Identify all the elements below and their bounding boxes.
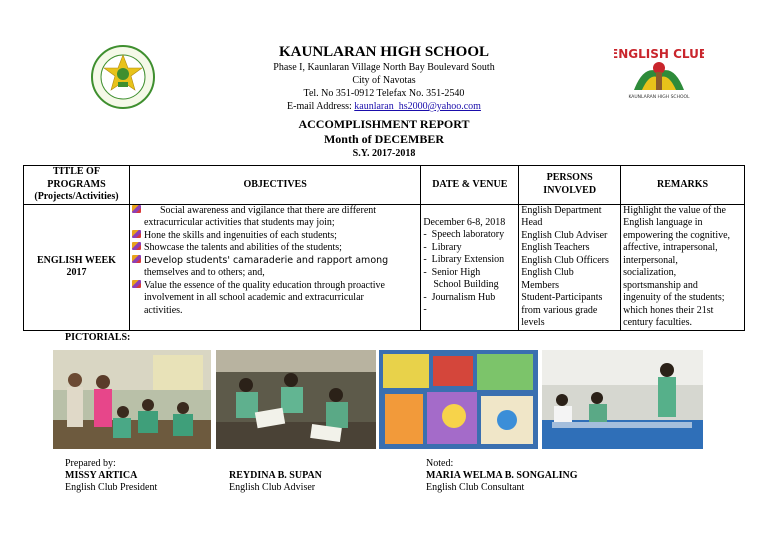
email-link[interactable]: kaunlaran_hs2000@yahoo.com — [354, 101, 481, 112]
report-title: ACCOMPLISHMENT REPORT — [298, 117, 470, 131]
col-header-remarks: REMARKS — [621, 166, 745, 205]
signatory-prepared-2 — [229, 470, 322, 494]
email-label: E-mail Address: — [287, 101, 355, 112]
signatory-name: REYDINA B. SUPAN — [229, 470, 322, 481]
school-year: S.Y. 2017-2018 — [352, 148, 416, 159]
address-line-1: Phase I, Kaunlaran Village North Bay Boulevard South — [273, 62, 495, 73]
photo-art-display — [379, 350, 538, 449]
accomplishment-table — [23, 165, 745, 331]
col-header-objectives: OBJECTIVES — [129, 166, 420, 205]
signatory-noted — [426, 458, 578, 494]
objective-item: Showcase the talents and abilities of the students; — [132, 242, 418, 255]
objective-item: Develop students' camaraderie and rapport among — [132, 255, 418, 268]
col-header-date-venue: DATE & VENUE — [421, 166, 519, 205]
col-header-persons: PERSONS INVOLVED — [519, 166, 621, 205]
signatory-role: English Club President — [65, 482, 158, 493]
signatory-role: English Club Consultant — [426, 482, 525, 493]
objective-item: Social awareness and vigilance that there are different — [132, 205, 418, 218]
photo-classroom-teachers — [53, 350, 211, 449]
letterhead — [0, 44, 768, 160]
signatory-name: MARIA WELMA B. SONGALING — [426, 470, 578, 481]
address-line-2: City of Navotas — [352, 75, 416, 86]
signatory-name: MISSY ARTICA — [65, 470, 138, 481]
objectives-cell: Social awareness and vigilance that there are different extracurricular activities that students may join; Hone the skills and ingenuities of each students; Showcase the talents and abilities of the students; Develop students' camaraderie and rapport among themselves and to others; and, Value the essence of the quality education through proactive involvement in all school academic and extracurricular activities. — [129, 204, 420, 330]
prepared-by-label: Prepared by: — [65, 458, 116, 469]
bullet-icon — [132, 242, 141, 250]
bullet-icon — [132, 205, 141, 213]
phone-numbers: Tel. No 351-0912 Telefax No. 351-2540 — [303, 88, 465, 99]
school-name: KAUNLARAN HIGH SCHOOL — [278, 44, 490, 60]
noted-label: Noted: — [426, 458, 454, 469]
signatory-role: English Club Adviser — [229, 482, 316, 493]
bullet-icon — [132, 255, 141, 263]
email-line — [0, 100, 768, 113]
objective-item: Value the essence of the quality education through proactive — [132, 280, 418, 293]
photo-students-writing — [216, 350, 376, 449]
bullet-icon — [132, 230, 141, 238]
date-venue-cell: December 6-8, 2018 - Speech laboratory - Library - Library Extension - Senior High School Building - Journalism Hub - — [421, 204, 519, 330]
persons-cell: English Department Head English Club Adviser English Teachers English Club Officers English Club Members Student-Participants from various grade levels — [519, 204, 621, 330]
pictorials-label: PICTORIALS: — [65, 332, 131, 343]
event-date: December 6-8, 2018 — [423, 216, 506, 228]
remarks-cell: Highlight the value of the English language in empowering the cognitive, affective, intrapersonal, interpersonal, socialization, sportsmanship and ingenuity of the students; which hones their 21st century faculties. — [621, 204, 745, 330]
signatory-prepared-1 — [65, 458, 157, 494]
club-logo-title: ENGLISH CLUB — [614, 47, 704, 61]
col-header-programs: TITLE OF PROGRAMS (Projects/Activities) — [24, 166, 130, 205]
objective-item: Hone the skills and ingenuities of each students; — [132, 230, 418, 243]
club-logo-subtext: KAUNLARAN HIGH SCHOOL — [628, 95, 690, 100]
table-row — [24, 204, 745, 330]
program-cell: ENGLISH WEEK 2017 — [24, 204, 130, 330]
bullet-icon — [132, 280, 141, 288]
photo-classroom-teacher — [542, 350, 703, 449]
report-month: Month of DECEMBER — [323, 132, 444, 146]
table-header-row — [24, 166, 745, 205]
